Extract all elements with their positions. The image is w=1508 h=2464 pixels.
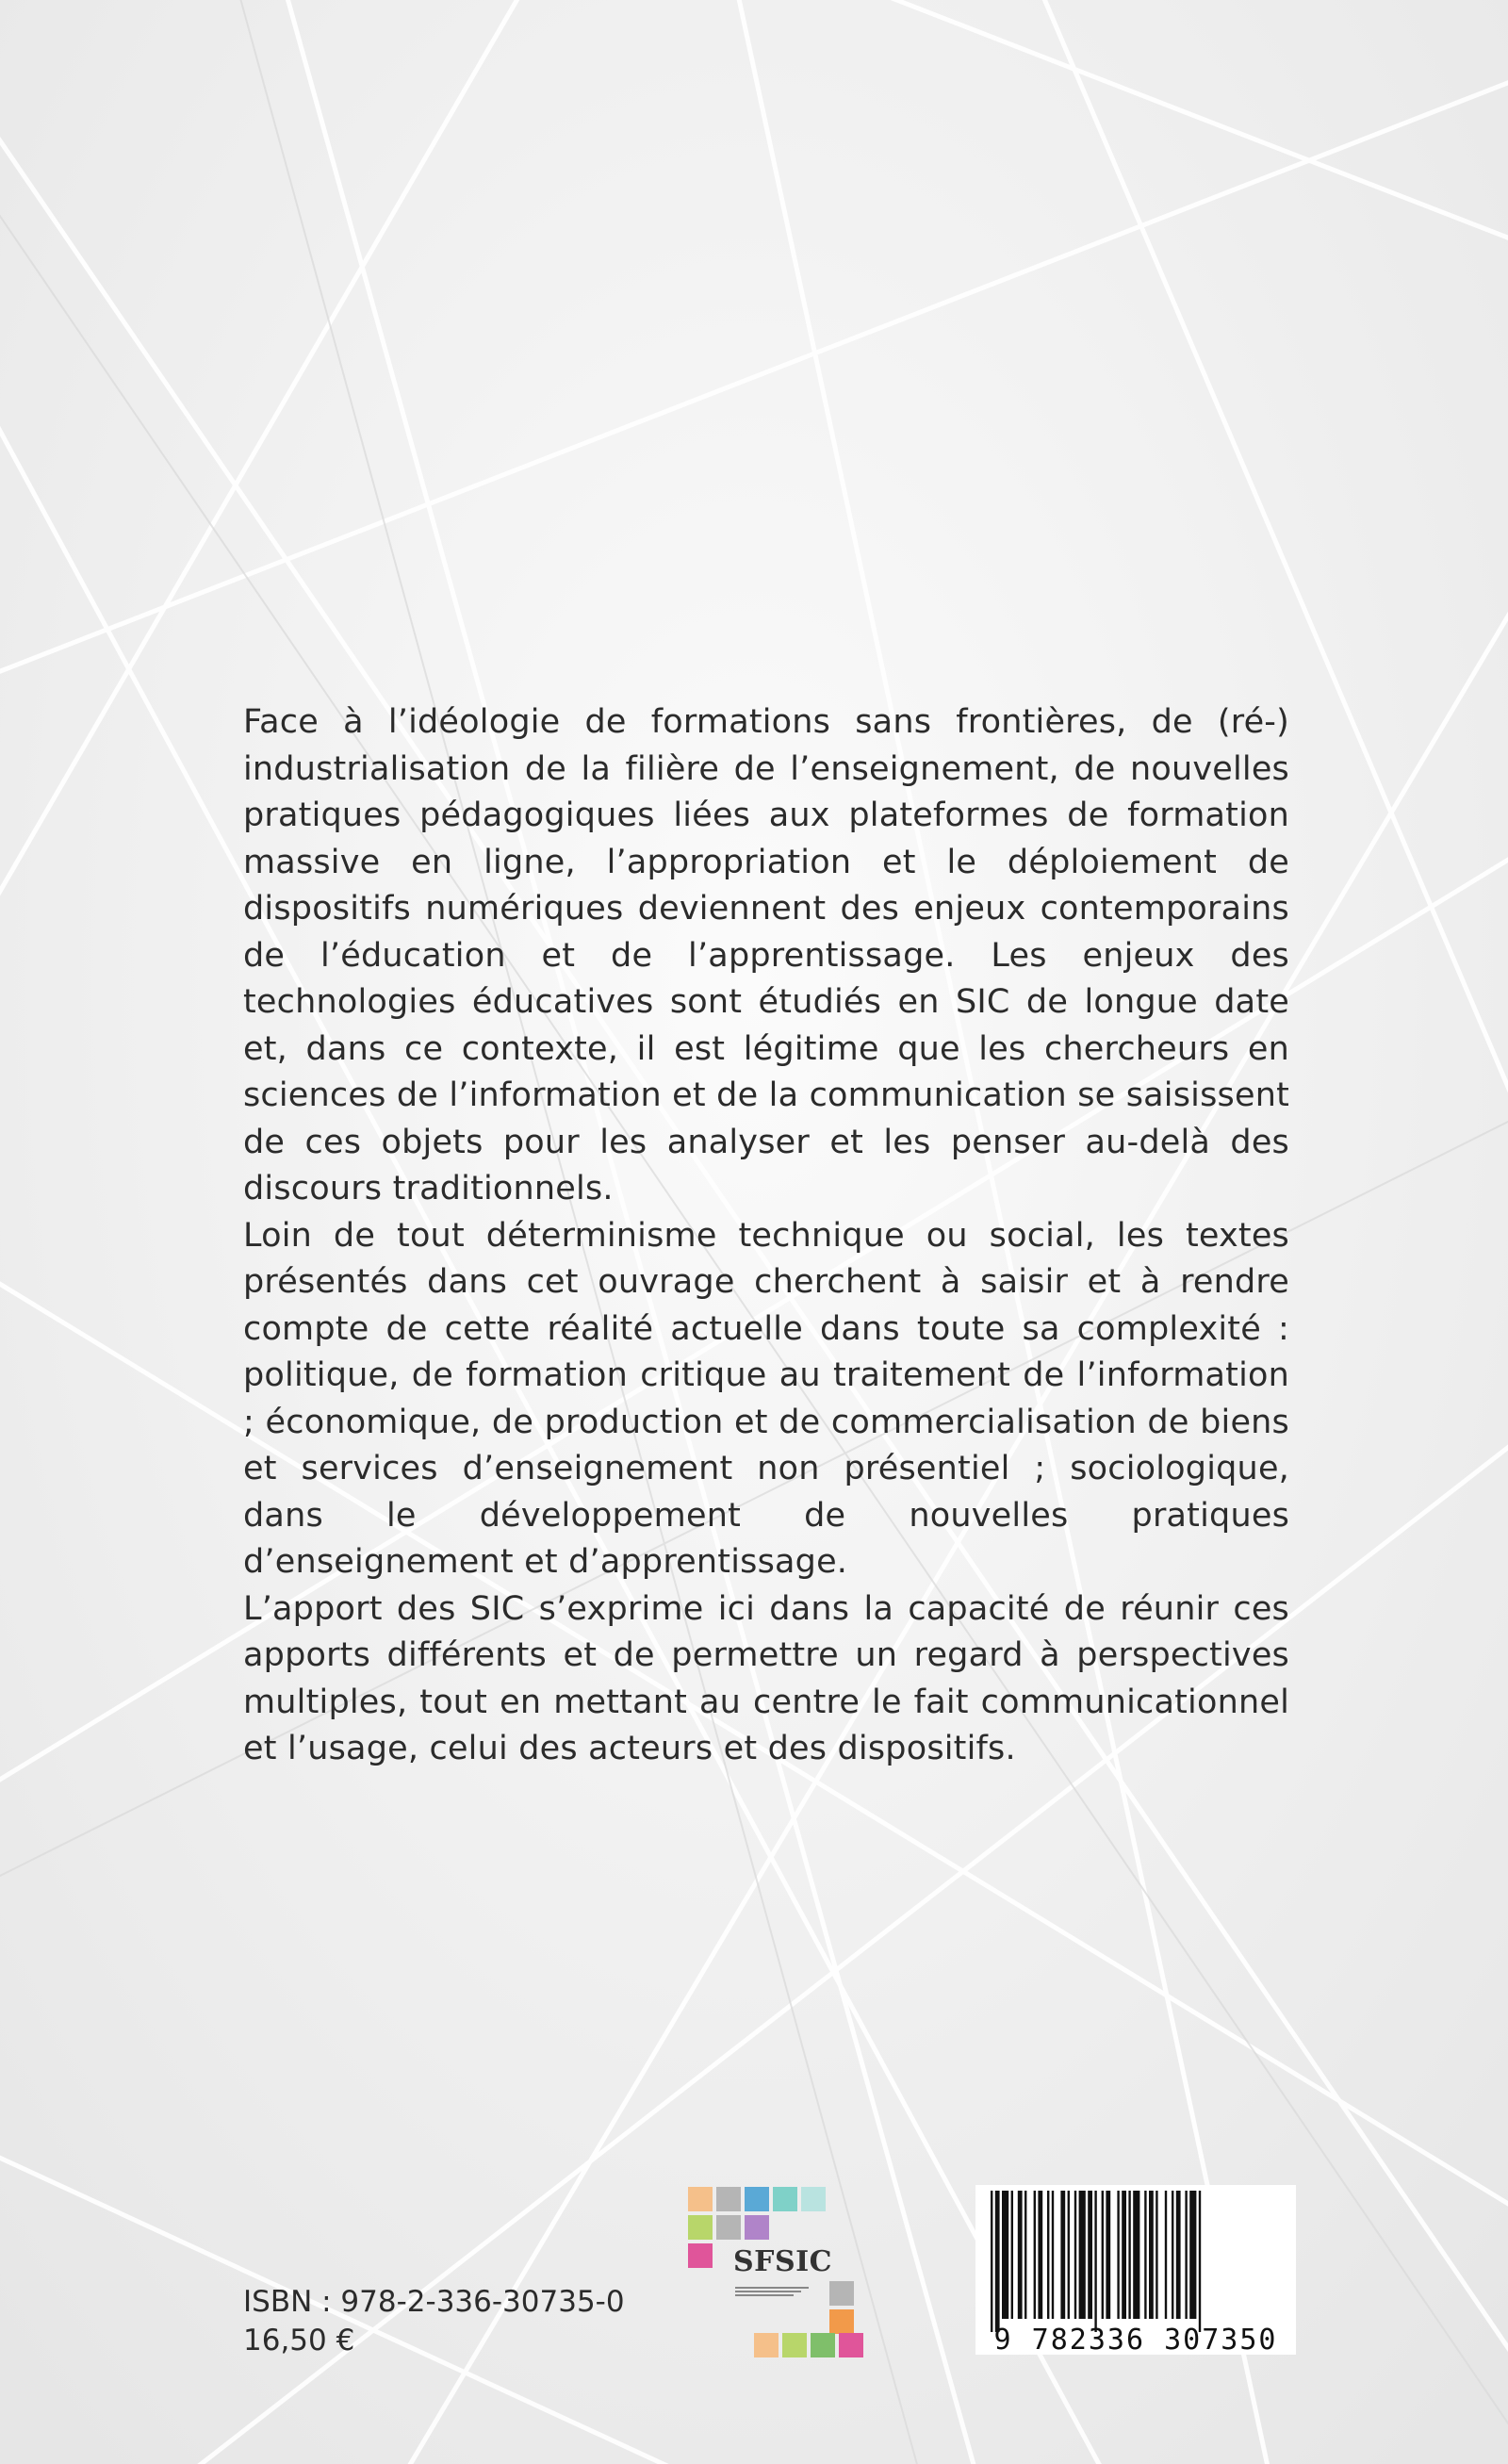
barcode-bar (1052, 2191, 1054, 2319)
barcode-bar (1185, 2191, 1187, 2319)
price-text: 16,50 € (243, 2324, 355, 2357)
barcode-bar (1102, 2191, 1104, 2319)
isbn-price-block (243, 2283, 625, 2360)
barcode-bar (1024, 2191, 1026, 2319)
barcode-bar (1068, 2191, 1070, 2319)
barcode-digits: 9 782336 307350 (993, 2324, 1278, 2355)
logo-square (829, 2281, 854, 2306)
logo-square (829, 2309, 854, 2334)
blurb-paragraph: L’apport des SIC s’exprime ici dans la capacité de réunir ces apports différents et de permettre un regard à perspectives multiples, tout en mettant au centre le fait communicationnel et l’usage, celui des acteurs et des dispositifs. (243, 1589, 1289, 1767)
barcode-bar (1094, 2191, 1096, 2332)
barcode-bar (1172, 2191, 1173, 2319)
barcode-bar (1122, 2191, 1126, 2319)
barcode-bar (1047, 2191, 1049, 2319)
barcode-bar (1176, 2191, 1181, 2319)
logo-square (688, 2187, 713, 2211)
sfsic-logo (688, 2187, 862, 2357)
barcode-bar (1074, 2191, 1076, 2319)
barcode-graphic (975, 2185, 1296, 2355)
barcode-bar (1034, 2191, 1036, 2319)
barcode-bar (1199, 2191, 1201, 2332)
isbn-text: ISBN : 978-2-336-30735-0 (243, 2285, 625, 2319)
barcode-bar (1156, 2191, 1157, 2319)
barcode-bar (1060, 2191, 1065, 2319)
barcode-bar (1149, 2191, 1154, 2319)
logo-square (745, 2187, 769, 2211)
barcode-bar (1088, 2191, 1092, 2319)
barcode-bar (1128, 2191, 1130, 2319)
logo-square (716, 2215, 741, 2240)
logo-wordmark: SFSIC (733, 2245, 833, 2278)
logo-subtitle-graphic (735, 2285, 811, 2298)
back-cover-blurb (243, 699, 1289, 1773)
logo-square (839, 2333, 863, 2357)
barcode-bar (1133, 2191, 1139, 2319)
logo-square (754, 2333, 779, 2357)
barcode-bar (1038, 2191, 1042, 2319)
barcode-bar (1189, 2191, 1196, 2319)
logo-square (716, 2187, 741, 2211)
barcode-bar (991, 2191, 992, 2332)
logo-square (745, 2215, 769, 2240)
barcode-bar (995, 2191, 1000, 2332)
barcode-bar (1018, 2191, 1023, 2319)
barcode-bar (1079, 2191, 1086, 2319)
blurb-paragraph: Loin de tout déterminisme technique ou social, les textes présentés dans cet ouvrage cherchent à saisir et à rendre compte de cette réalité actuelle dans toute sa complexité : politique, de formation critique au traitement de l’information ; économique, de production et de commercialisation de biens et services d’enseignement non présentiel ; sociologique, dans le développement de nouvelles pratiques d’enseignement et d’apprentissage. (243, 1216, 1289, 1581)
barcode-bar (1117, 2191, 1119, 2319)
barcode-icon (975, 2185, 1296, 2355)
barcode-bar (1144, 2191, 1146, 2319)
logo-square (688, 2243, 713, 2268)
logo-square (801, 2187, 826, 2211)
barcode-bar (1106, 2191, 1110, 2319)
barcode-bar (1011, 2191, 1013, 2319)
barcode-bar (1165, 2191, 1167, 2319)
logo-square (688, 2215, 713, 2240)
logo-square (782, 2333, 807, 2357)
barcode-bar (1002, 2191, 1008, 2319)
blurb-paragraph: Face à l’idéologie de formations sans frontières, de (ré-) industrialisation de la filière de l’enseignement, de nouvelles pratiques pédagogiques liées aux plateformes de formation massive en ligne, l’appropriation et le déploiement de dispositifs numériques deviennent des enjeux contemporains de l’éducation et de l’apprentissage. Les enjeux des technologies éducatives sont étudiés en SIC de longue date et, dans ce contexte, il est légitime que les chercheurs en sciences de l’information et de la communication se saisissent de ces objets pour les analyser et les penser au-delà des discours traditionnels. (243, 703, 1289, 1207)
logo-square (811, 2333, 835, 2357)
logo-square (773, 2187, 797, 2211)
